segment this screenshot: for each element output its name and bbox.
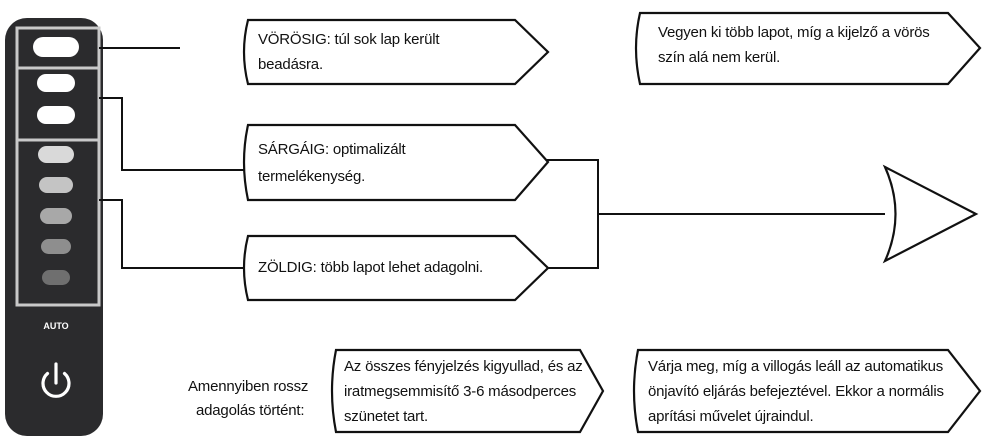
red-step-text-line-2: beadásra.: [258, 56, 323, 73]
misfeed-state-text-line-3: szünetet tart.: [344, 408, 428, 425]
red-step-text-line-1: VÖRÖSIG: túl sok lap került: [258, 31, 440, 48]
misfeed-action-text-line-3: aprítási művelet újraindul.: [648, 408, 814, 425]
led-indicator: [37, 74, 75, 92]
led-indicator: [38, 146, 74, 163]
green-step-text: ZÖLDIG: több lapot lehet adagolni.: [258, 259, 484, 276]
misfeed-action-text-line-1: Várja meg, míg a villogás leáll az automatikus: [648, 358, 944, 375]
led-indicator: [40, 208, 72, 224]
flow-arrowhead: [885, 167, 976, 261]
misfeed-label-line-1: Amennyiben rossz: [188, 378, 309, 395]
red-action-text-line-1: Vegyen ki több lapot, míg a kijelző a vörös: [658, 24, 930, 41]
led-indicator: [37, 106, 75, 124]
yellow-callout-shape: [244, 125, 548, 200]
misfeed-action-text-line-2: önjavító eljárás befejeztével. Ekkor a normális: [648, 383, 944, 400]
yellow-step-text-line-1: SÁRGÁIG: optimalizált: [258, 141, 406, 158]
red-action-text-line-2: szín alá nem kerül.: [658, 49, 781, 66]
misfeed-label-line-2: adagolás történt:: [196, 402, 305, 419]
misfeed-state-text-line-1: Az összes fényjelzés kigyullad, és az: [344, 358, 583, 375]
led-indicator: [42, 270, 70, 285]
led-indicator: [39, 177, 73, 193]
led-indicator: [33, 37, 79, 57]
misfeed-state-text-line-2: iratmegsemmisítő 3-6 másodperces: [344, 383, 577, 400]
yellow-step-text-line-2: termelékenység.: [258, 168, 366, 185]
auto-mode-label: AUTO: [43, 321, 69, 331]
led-indicator: [41, 239, 71, 254]
